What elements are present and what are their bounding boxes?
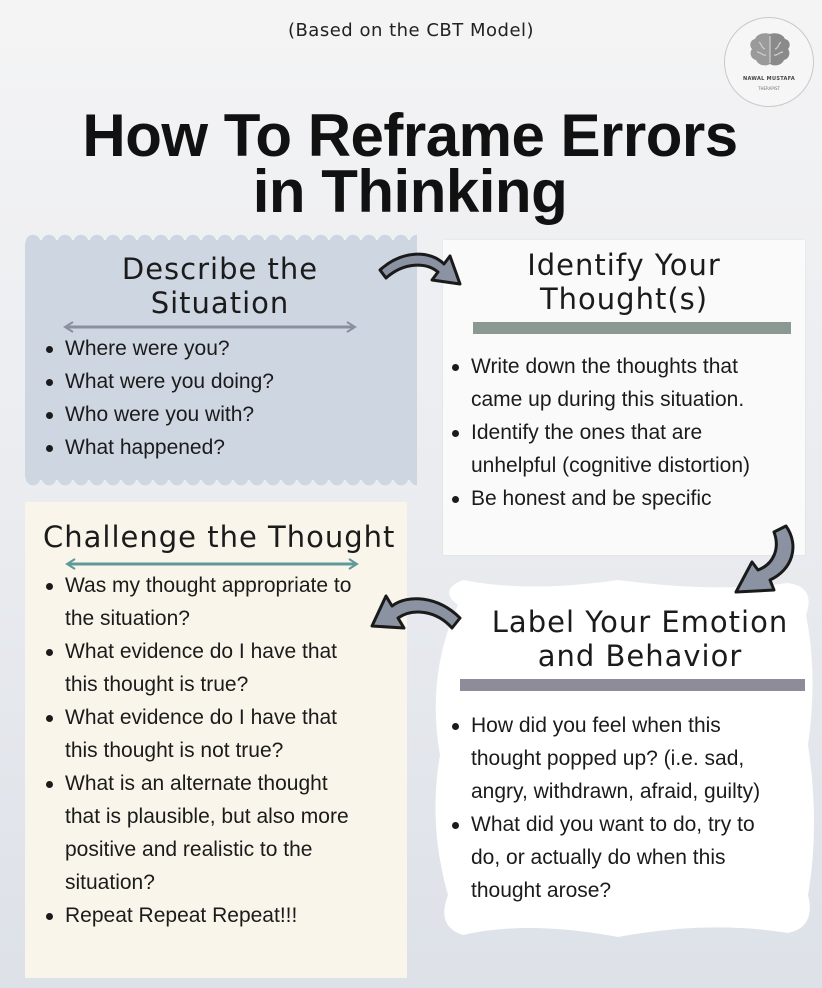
describe-heading-line-2: Situation — [150, 286, 290, 320]
arrow-label-to-challenge-icon — [362, 584, 466, 636]
page-title — [60, 102, 760, 225]
title-line-2: in Thinking — [252, 158, 568, 225]
list-item-line: came up during this situation. — [471, 388, 745, 411]
list-item — [449, 808, 760, 907]
describe-list — [43, 332, 274, 464]
list-item-line: that is plausible, but also more — [65, 805, 349, 828]
list-item-line: this thought is not true? — [65, 739, 284, 762]
list-item: Who were you with? — [43, 398, 274, 431]
list-item — [43, 569, 351, 635]
list-item — [449, 350, 750, 416]
describe-heading — [25, 252, 415, 320]
scallop-edge-top — [25, 230, 417, 242]
logo-name: NAWAL MUSTAFA — [742, 76, 796, 82]
list-item-line: positive and realistic to the — [65, 838, 313, 861]
list-item — [43, 767, 351, 899]
label-divider-bar — [460, 679, 805, 691]
list-item-line: What evidence do I have that — [65, 640, 338, 663]
arrow-describe-to-identify-icon — [374, 244, 470, 294]
list-item-line: What is an alternate thought — [65, 772, 328, 795]
list-item-line: Be honest and be specific — [471, 487, 712, 510]
identify-list — [449, 350, 750, 515]
arrow-identify-to-label-icon — [724, 520, 804, 604]
label-list — [449, 709, 760, 907]
list-item-line: angry, withdrawn, afraid, guilty) — [471, 780, 761, 803]
list-item: What were you doing? — [43, 365, 274, 398]
identify-heading-line-1: Identify Your — [527, 248, 721, 282]
identify-thoughts-card — [443, 240, 805, 555]
list-item — [449, 416, 750, 482]
brain-icon — [747, 30, 793, 70]
list-item — [43, 635, 351, 701]
list-item-line: thought popped up? (i.e. sad, — [471, 747, 745, 770]
identify-heading — [443, 248, 805, 316]
list-item — [43, 701, 351, 767]
list-item-line: How did you feel when this — [471, 714, 721, 737]
list-item-line: do, or actually do when this — [471, 846, 726, 869]
list-item-line: Identify the ones that are — [471, 421, 703, 444]
challenge-list — [43, 569, 351, 932]
list-item-line: this thought is true? — [65, 673, 249, 696]
label-emotion-card — [418, 575, 822, 945]
subtitle: (Based on the CBT Model) — [287, 20, 535, 41]
describe-heading-line-1: Describe the — [121, 252, 319, 286]
list-item — [449, 482, 750, 515]
list-item — [449, 709, 760, 808]
list-item-line: Was my thought appropriate to — [65, 574, 352, 597]
list-item-line: unhelpful (cognitive distortion) — [471, 454, 750, 477]
identify-heading-line-2: Thought(s) — [539, 282, 709, 316]
logo — [724, 17, 814, 107]
list-item: Where were you? — [43, 332, 274, 365]
identify-divider-bar — [473, 322, 791, 334]
list-item-line: What did you want to do, try to — [471, 813, 755, 836]
describe-situation-card — [25, 240, 417, 480]
list-item-line: What evidence do I have that — [65, 706, 338, 729]
challenge-heading: Challenge the Thought — [43, 520, 396, 554]
list-item — [43, 899, 351, 932]
list-item-line: the situation? — [65, 607, 190, 630]
list-item: What happened? — [43, 431, 274, 464]
label-heading-line-2: and Behavior — [537, 639, 743, 673]
challenge-thought-card — [25, 502, 407, 978]
list-item-line: Write down the thoughts that — [471, 355, 738, 378]
list-item-line: Repeat Repeat Repeat!!! — [65, 904, 298, 927]
label-heading — [458, 605, 822, 673]
title-line-1: How To Reframe Errors — [82, 102, 738, 169]
list-item-line: situation? — [65, 871, 155, 894]
logo-tagline: THERAPIST — [758, 86, 780, 91]
label-heading-line-1: Label Your Emotion — [491, 605, 789, 639]
list-item-line: thought arose? — [471, 879, 612, 902]
scallop-edge-bottom — [25, 478, 417, 490]
